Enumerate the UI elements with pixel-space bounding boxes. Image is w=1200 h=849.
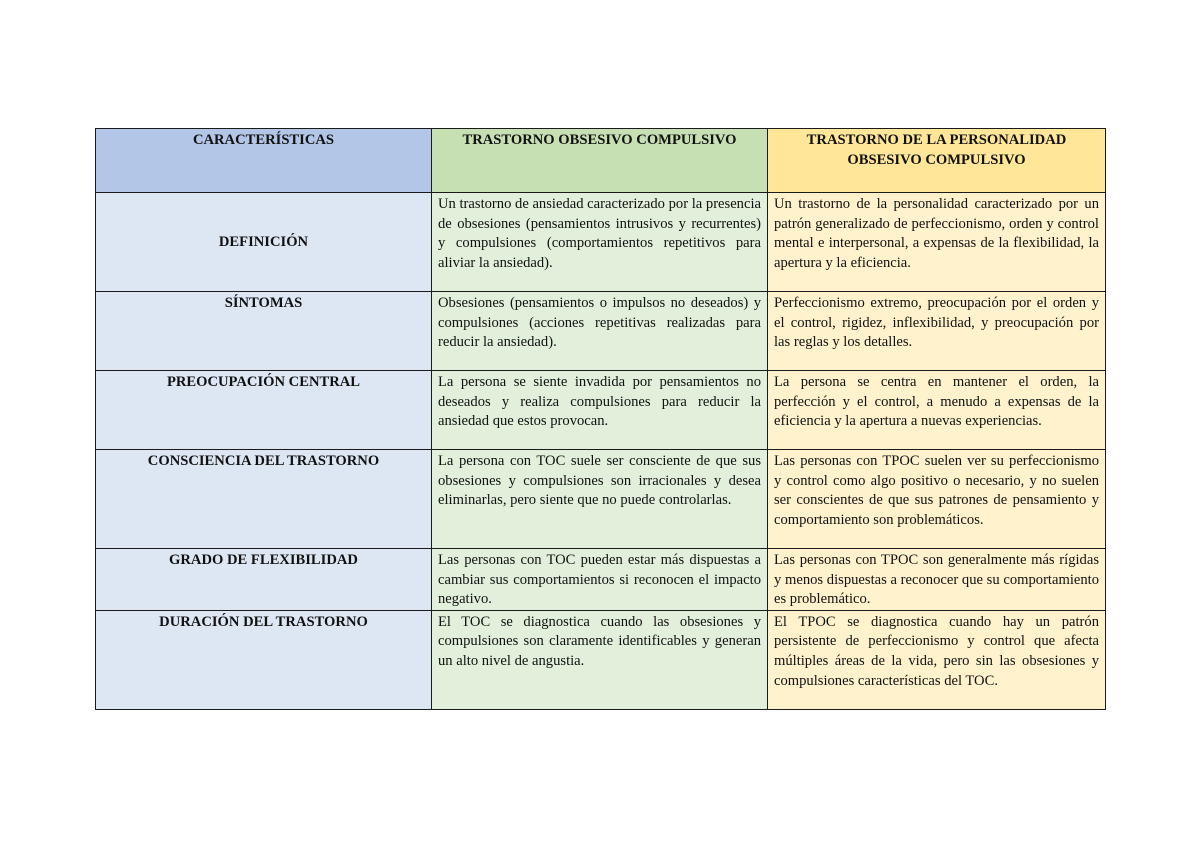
row-label-central-concern: PREOCUPACIÓN CENTRAL: [96, 371, 432, 450]
comparison-table: [95, 128, 1106, 710]
cell-toc-flexibility: Las personas con TOC pueden estar más dispuestas a cambiar sus comportamientos si reconocen el impacto negativo.: [432, 549, 768, 611]
cell-toc-definition: Un trastorno de ansiedad caracterizado por la presencia de obsesiones (pensamientos intrusivos y recurrentes) y compulsiones (comportamientos repetitivos para aliviar la ansiedad).: [432, 193, 768, 292]
row-label-flexibility: GRADO DE FLEXIBILIDAD: [96, 549, 432, 611]
header-row: [96, 129, 1106, 193]
row-label-awareness: CONSCIENCIA DEL TRASTORNO: [96, 450, 432, 549]
table-row: [96, 193, 1106, 292]
cell-tpoc-awareness: Las personas con TPOC suelen ver su perfeccionismo y control como algo positivo o necesario, y no suelen ser conscientes de que sus patrones de pensamiento y comportamiento son problemáticos.: [768, 450, 1106, 549]
table-row: [96, 450, 1106, 549]
cell-tpoc-duration: El TPOC se diagnostica cuando hay un patrón persistente de perfeccionismo y control que afecta múltiples áreas de la vida, pero sin las obsesiones y compulsiones características del TOC.: [768, 610, 1106, 709]
cell-toc-awareness: La persona con TOC suele ser consciente de que sus obsesiones y compulsiones son irracionales y desea eliminarlas, pero siente que no puede controlarlas.: [432, 450, 768, 549]
row-label-definition: DEFINICIÓN: [96, 193, 432, 292]
cell-tpoc-symptoms: Perfeccionismo extremo, preocupación por el orden y el control, rigidez, inflexibilidad, y preocupación por las reglas y los detalles.: [768, 292, 1106, 371]
cell-toc-symptoms: Obsesiones (pensamientos o impulsos no deseados) y compulsiones (acciones repetitivas realizadas para reducir la ansiedad).: [432, 292, 768, 371]
table-row: [96, 371, 1106, 450]
table-row: [96, 610, 1106, 709]
row-label-symptoms: SÍNTOMAS: [96, 292, 432, 371]
cell-tpoc-definition: Un trastorno de la personalidad caracterizado por un patrón generalizado de perfeccionismo, orden y control mental e interpersonal, a expensas de la flexibilidad, la apertura y la eficiencia.: [768, 193, 1106, 292]
cell-tpoc-central-concern: La persona se centra en mantener el orden, la perfección y el control, a menudo a expensas de la eficiencia y la apertura a nuevas experiencias.: [768, 371, 1106, 450]
cell-tpoc-flexibility: Las personas con TPOC son generalmente más rígidas y menos dispuestas a reconocer que su comportamiento es problemático.: [768, 549, 1106, 611]
table-row: [96, 549, 1106, 611]
header-characteristics: CARACTERÍSTICAS: [96, 129, 432, 193]
cell-toc-central-concern: La persona se siente invadida por pensamientos no deseados y realiza compulsiones para reducir la ansiedad que estos provocan.: [432, 371, 768, 450]
header-toc: TRASTORNO OBSESIVO COMPULSIVO: [432, 129, 768, 193]
header-tpoc: TRASTORNO DE LA PERSONALIDAD OBSESIVO COMPULSIVO: [768, 129, 1106, 193]
table-row: [96, 292, 1106, 371]
row-label-duration: DURACIÓN DEL TRASTORNO: [96, 610, 432, 709]
cell-toc-duration: El TOC se diagnostica cuando las obsesiones y compulsiones son claramente identificables y generan un alto nivel de angustia.: [432, 610, 768, 709]
